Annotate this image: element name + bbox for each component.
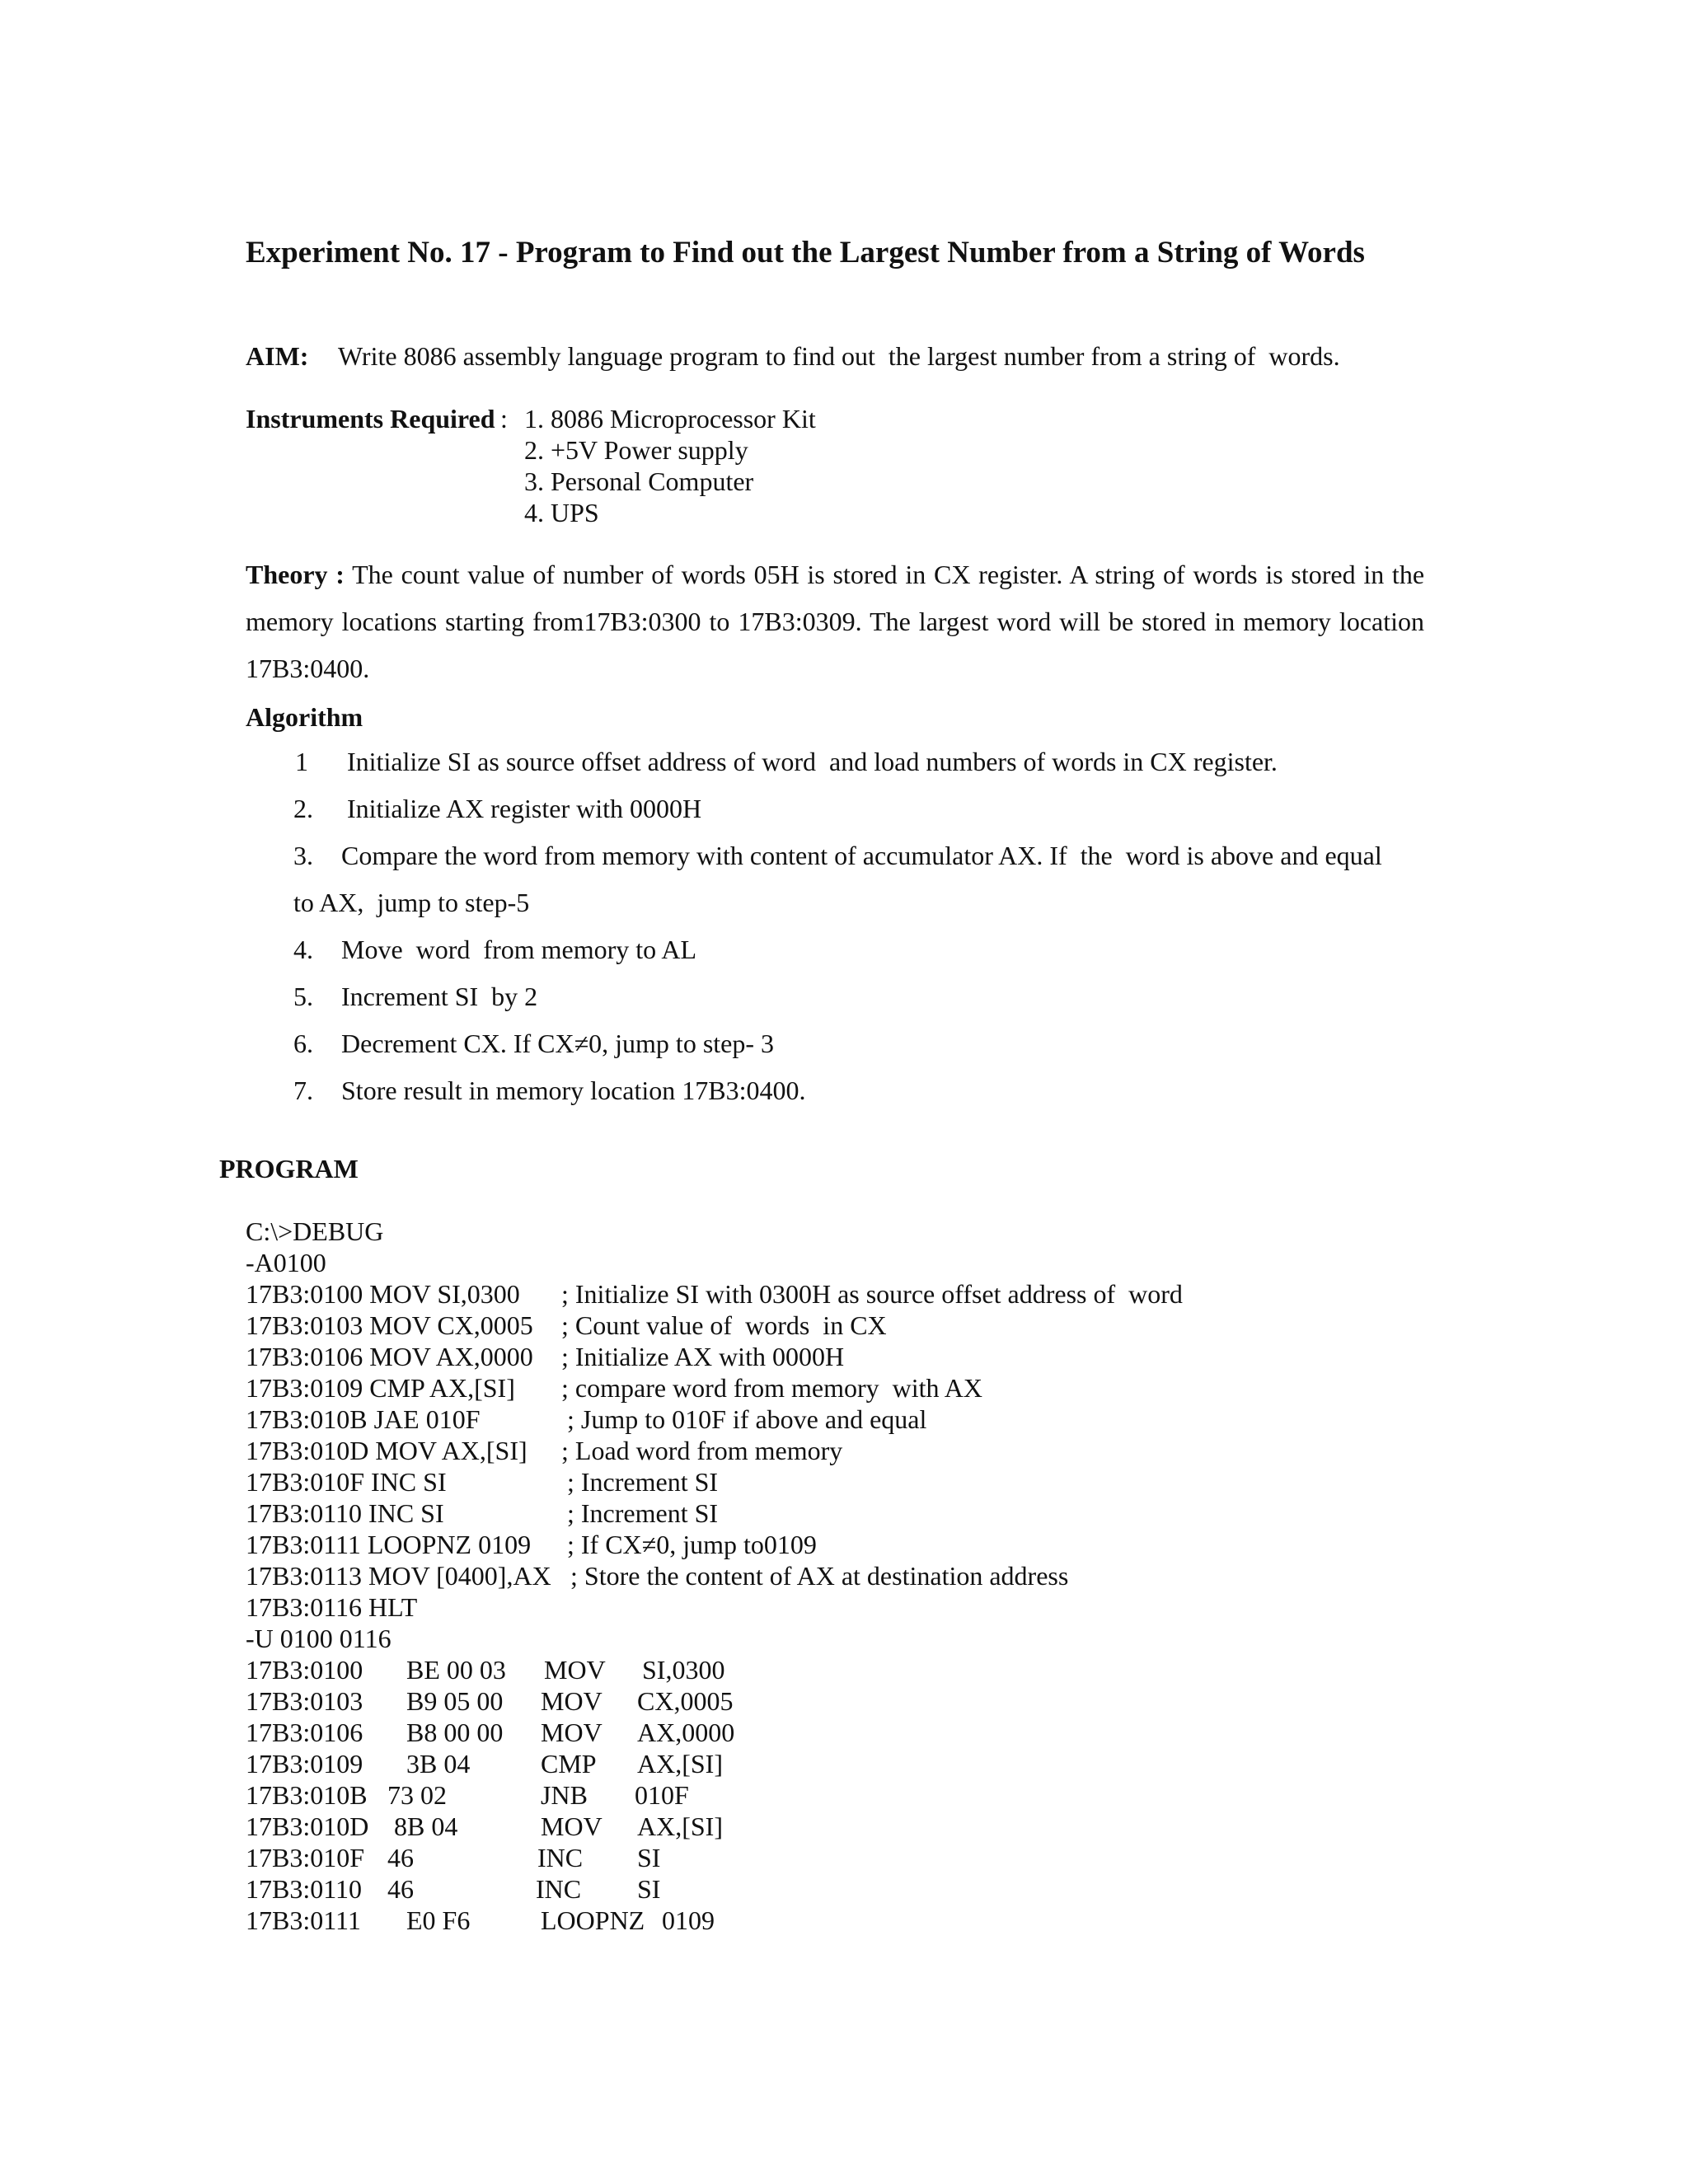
aim-text: Write 8086 assembly language program to find out the largest number from a string of words.	[338, 341, 1340, 371]
instrument-item: 3. Personal Computer	[524, 466, 754, 496]
asm-comment: ; Store the content of AX at destination address	[570, 1561, 1069, 1591]
dump-bytes: B8 00 00	[406, 1718, 504, 1747]
asm-comment: ; Increment SI	[567, 1467, 719, 1497]
dump-mnemonic: MOV	[541, 1686, 603, 1716]
asm-comment: ; Initialize AX with 0000H	[561, 1342, 845, 1371]
dump-address: 17B3:0103	[246, 1686, 363, 1716]
step-number: 4.	[293, 935, 313, 964]
debug-command: C:\>DEBUG	[246, 1216, 384, 1246]
step-number: 3.	[293, 841, 313, 870]
asm-comment: ; Jump to 010F if above and equal	[567, 1404, 927, 1434]
instruments-colon: :	[500, 404, 508, 434]
dump-bytes: B9 05 00	[406, 1686, 504, 1716]
step-number: 6.	[293, 1029, 313, 1058]
asm-comment: ; Load word from memory	[561, 1436, 843, 1465]
dump-operand: AX,0000	[637, 1718, 735, 1747]
asm-comment: ; Count value of words in CX	[561, 1310, 887, 1340]
dump-bytes: 46	[387, 1874, 414, 1904]
step-text: Move word from memory to AL	[341, 935, 697, 964]
asm-code: 17B3:0116 HLT	[246, 1592, 418, 1622]
dump-operand: AX,[SI]	[637, 1749, 723, 1779]
dump-mnemonic: CMP	[541, 1749, 597, 1779]
dump-mnemonic: MOV	[541, 1811, 603, 1841]
dump-operand: SI	[637, 1874, 661, 1904]
program-heading: PROGRAM	[219, 1154, 359, 1183]
dump-address: 17B3:0100	[246, 1655, 363, 1685]
asm-code: 17B3:010D MOV AX,[SI]	[246, 1436, 528, 1465]
step-number: 5.	[293, 982, 313, 1011]
asm-code: 17B3:010B JAE 010F	[246, 1404, 481, 1434]
step-text: to AX, jump to step-5	[293, 888, 530, 917]
step-number: 7.	[293, 1076, 313, 1105]
instrument-item: 1. 8086 Microprocessor Kit	[524, 404, 816, 434]
dump-mnemonic: INC	[537, 1843, 584, 1872]
dump-operand: 010F	[635, 1780, 689, 1810]
step-number: 1	[295, 747, 308, 776]
step-text: Store result in memory location 17B3:0400.	[341, 1076, 806, 1105]
asm-code: 17B3:0110 INC SI	[246, 1498, 444, 1528]
dump-bytes: E0 F6	[406, 1905, 471, 1935]
theory-label: Theory :	[246, 560, 345, 589]
asm-code: 17B3:0111 LOOPNZ 0109	[246, 1530, 532, 1559]
dump-operand: 0109	[662, 1905, 715, 1935]
dump-address: 17B3:010B	[246, 1780, 368, 1810]
dump-mnemonic: INC	[536, 1874, 582, 1904]
dump-operand: SI	[637, 1843, 661, 1872]
dump-address: 17B3:0111	[246, 1905, 361, 1935]
dump-operand: SI,0300	[642, 1655, 725, 1685]
dump-address: 17B3:0109	[246, 1749, 363, 1779]
dump-address: 17B3:0110	[246, 1874, 363, 1904]
dump-bytes: BE 00 03	[406, 1655, 506, 1685]
dump-bytes: 46	[387, 1843, 414, 1872]
dump-mnemonic: JNB	[541, 1780, 588, 1810]
dump-mnemonic: MOV	[541, 1718, 603, 1747]
asm-comment: ; Increment SI	[567, 1498, 719, 1528]
instrument-item: 4. UPS	[524, 498, 599, 527]
asm-code: 17B3:0100 MOV SI,0300	[246, 1279, 520, 1309]
instruments-label: Instruments Required	[246, 404, 495, 434]
dump-operand: CX,0005	[637, 1686, 734, 1716]
unassemble-command: -U 0100 0116	[246, 1624, 392, 1653]
asm-code: 17B3:0109 CMP AX,[SI]	[246, 1373, 515, 1403]
dump-bytes: 3B 04	[406, 1749, 471, 1779]
dump-mnemonic: LOOPNZ	[541, 1905, 645, 1935]
dump-address: 17B3:010D	[246, 1811, 369, 1841]
dump-address: 17B3:010F	[246, 1843, 365, 1872]
step-text: Compare the word from memory with content of accumulator AX. If the word is above and equal	[341, 841, 1382, 870]
dump-bytes: 8B 04	[394, 1811, 458, 1841]
asm-comment: ; Initialize SI with 0300H as source offset address of word	[561, 1279, 1183, 1309]
algorithm-heading: Algorithm	[246, 702, 363, 732]
dump-address: 17B3:0106	[246, 1718, 363, 1747]
step-text: Decrement CX. If CX≠0, jump to step- 3	[341, 1029, 775, 1058]
asm-code: 17B3:0106 MOV AX,0000	[246, 1342, 533, 1371]
asm-comment: ; compare word from memory with AX	[561, 1373, 982, 1403]
step-number: 2.	[293, 794, 313, 823]
theory-text: The count value of number of words 05H is stored in CX register. A string of words is stored in the memory locations starting from17B3:0300 to 17B3:0309. The largest word will be stored in memory location 17B3:0400.	[246, 560, 1425, 683]
asm-code: 17B3:0103 MOV CX,0005	[246, 1310, 533, 1340]
dump-bytes: 73 02	[387, 1780, 447, 1810]
asm-code: 17B3:0113 MOV [0400],AX	[246, 1561, 551, 1591]
dump-mnemonic: MOV	[544, 1655, 606, 1685]
step-text: Initialize AX register with 0000H	[347, 794, 702, 823]
page-title: Experiment No. 17 - Program to Find out the Largest Number from a String of Words	[246, 236, 1365, 269]
asm-comment: ; If CX≠0, jump to0109	[567, 1530, 817, 1559]
asm-code: 17B3:010F INC SI	[246, 1467, 447, 1497]
instrument-item: 2. +5V Power supply	[524, 435, 748, 465]
step-text: Initialize SI as source offset address of word and load numbers of words in CX register.	[347, 747, 1278, 776]
dump-operand: AX,[SI]	[637, 1811, 723, 1841]
step-text: Increment SI by 2	[341, 982, 538, 1011]
theory-paragraph	[246, 551, 1424, 692]
aim-label: AIM:	[246, 341, 309, 371]
assemble-command: -A0100	[246, 1248, 326, 1277]
